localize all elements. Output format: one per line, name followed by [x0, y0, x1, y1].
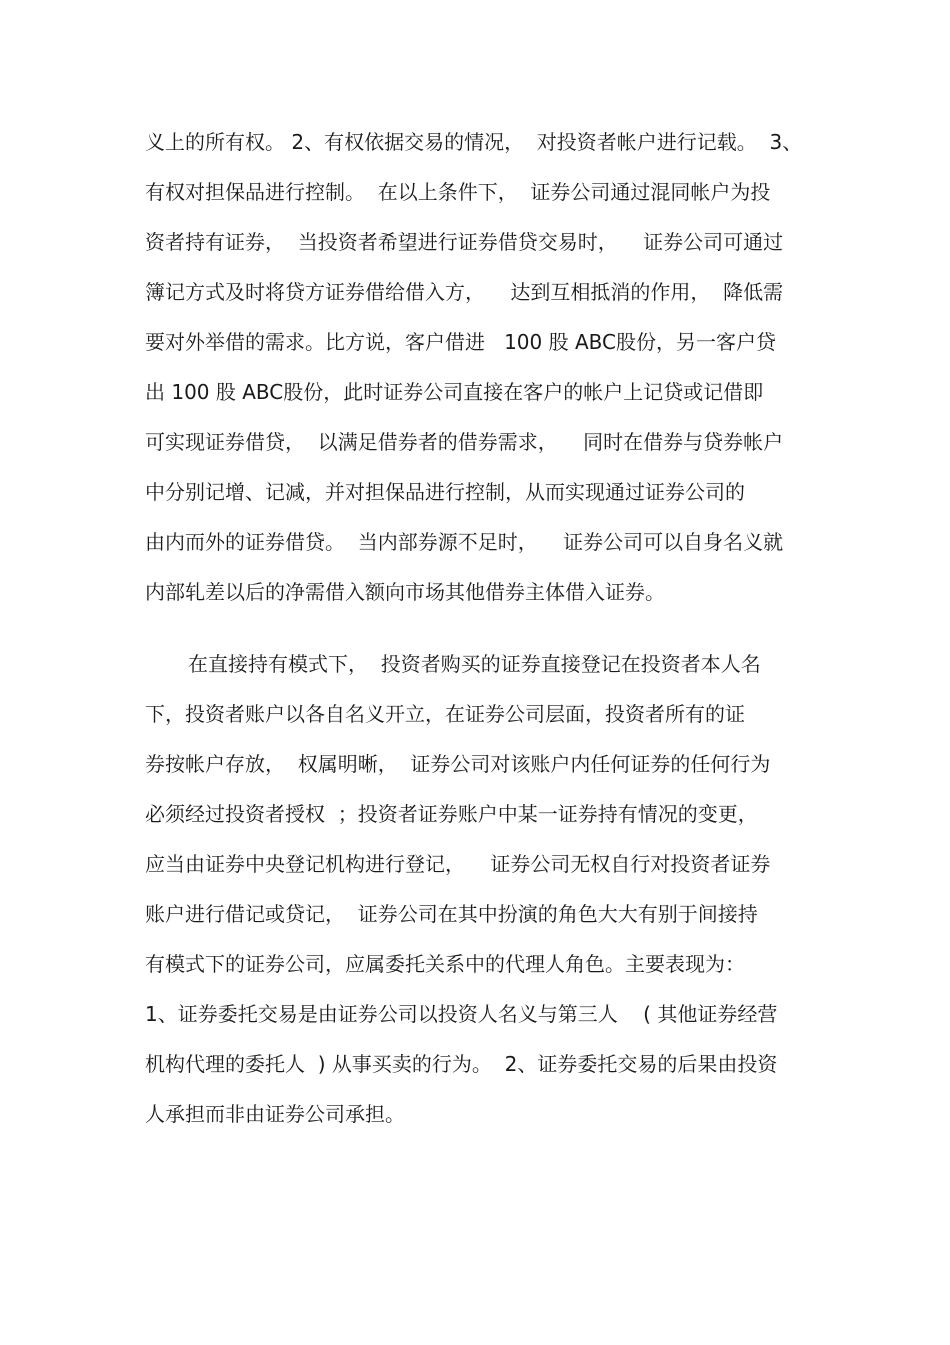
text-line: 可实现证券借贷， 以满足借券者的借券需求， 同时在借券与贷券帐户 [145, 430, 784, 454]
text-line: 下，投资者账户以各自名义开立，在证券公司层面，投资者所有的证 [145, 702, 745, 726]
text-line: 簿记方式及时将贷方证券借给借入方， 达到互相抵消的作用， 降低需 [145, 280, 784, 304]
text-line: 券按帐户存放， 权属明晰， 证券公司对该账户内任何证券的任何行为 [145, 752, 771, 776]
text-line: 有模式下的证券公司，应属委托关系中的代理人角色。主要表现为： [145, 952, 745, 976]
text-line: 中分别记增、记减，并对担保品进行控制，从而实现通过证券公司的 [145, 480, 745, 504]
text-line: 1、证券委托交易是由证券公司以投资人名义与第三人 ( 其他证券经营 [145, 1002, 778, 1026]
text-line: 有权对担保品进行控制。 在以上条件下， 证券公司通过混同帐户为投 [145, 180, 771, 204]
text-line: 内部轧差以后的净需借入额向市场其他借券主体借入证券。 [145, 580, 665, 604]
text-line: 应当由证券中央登记机构进行登记， 证券公司无权自行对投资者证券 [145, 852, 771, 876]
text-line: 资者持有证券， 当投资者希望进行证券借贷交易时， 证券公司可通过 [145, 230, 784, 254]
text-line: 要对外举借的需求。比方说，客户借进 100 股 ABC股份，另一客户贷 [145, 330, 776, 354]
text-line: 义上的所有权。 2、有权依据交易的情况， 对投资者帐户进行记载。 3、 [145, 130, 803, 154]
text-line: 出 100 股 ABC股份，此时证券公司直接在客户的帐户上记贷或记借即 [145, 380, 764, 404]
text-line: 人承担而非由证券公司承担。 [145, 1102, 405, 1126]
text-line: 机构代理的委托人 ) 从事买卖的行为。 2、证券委托交易的后果由投资 [145, 1052, 778, 1076]
text-line: 在直接持有模式下， 投资者购买的证券直接登记在投资者本人名 [188, 652, 761, 676]
text-line: 账户进行借记或贷记， 证券公司在其中扮演的角色大大有别于间接持 [145, 902, 758, 926]
text-line: 必须经过投资者授权 ；投资者证券账户中某一证券持有情况的变更， [145, 802, 758, 826]
text-line: 由内而外的证券借贷。 当内部券源不足时， 证券公司可以自身名义就 [145, 530, 784, 554]
